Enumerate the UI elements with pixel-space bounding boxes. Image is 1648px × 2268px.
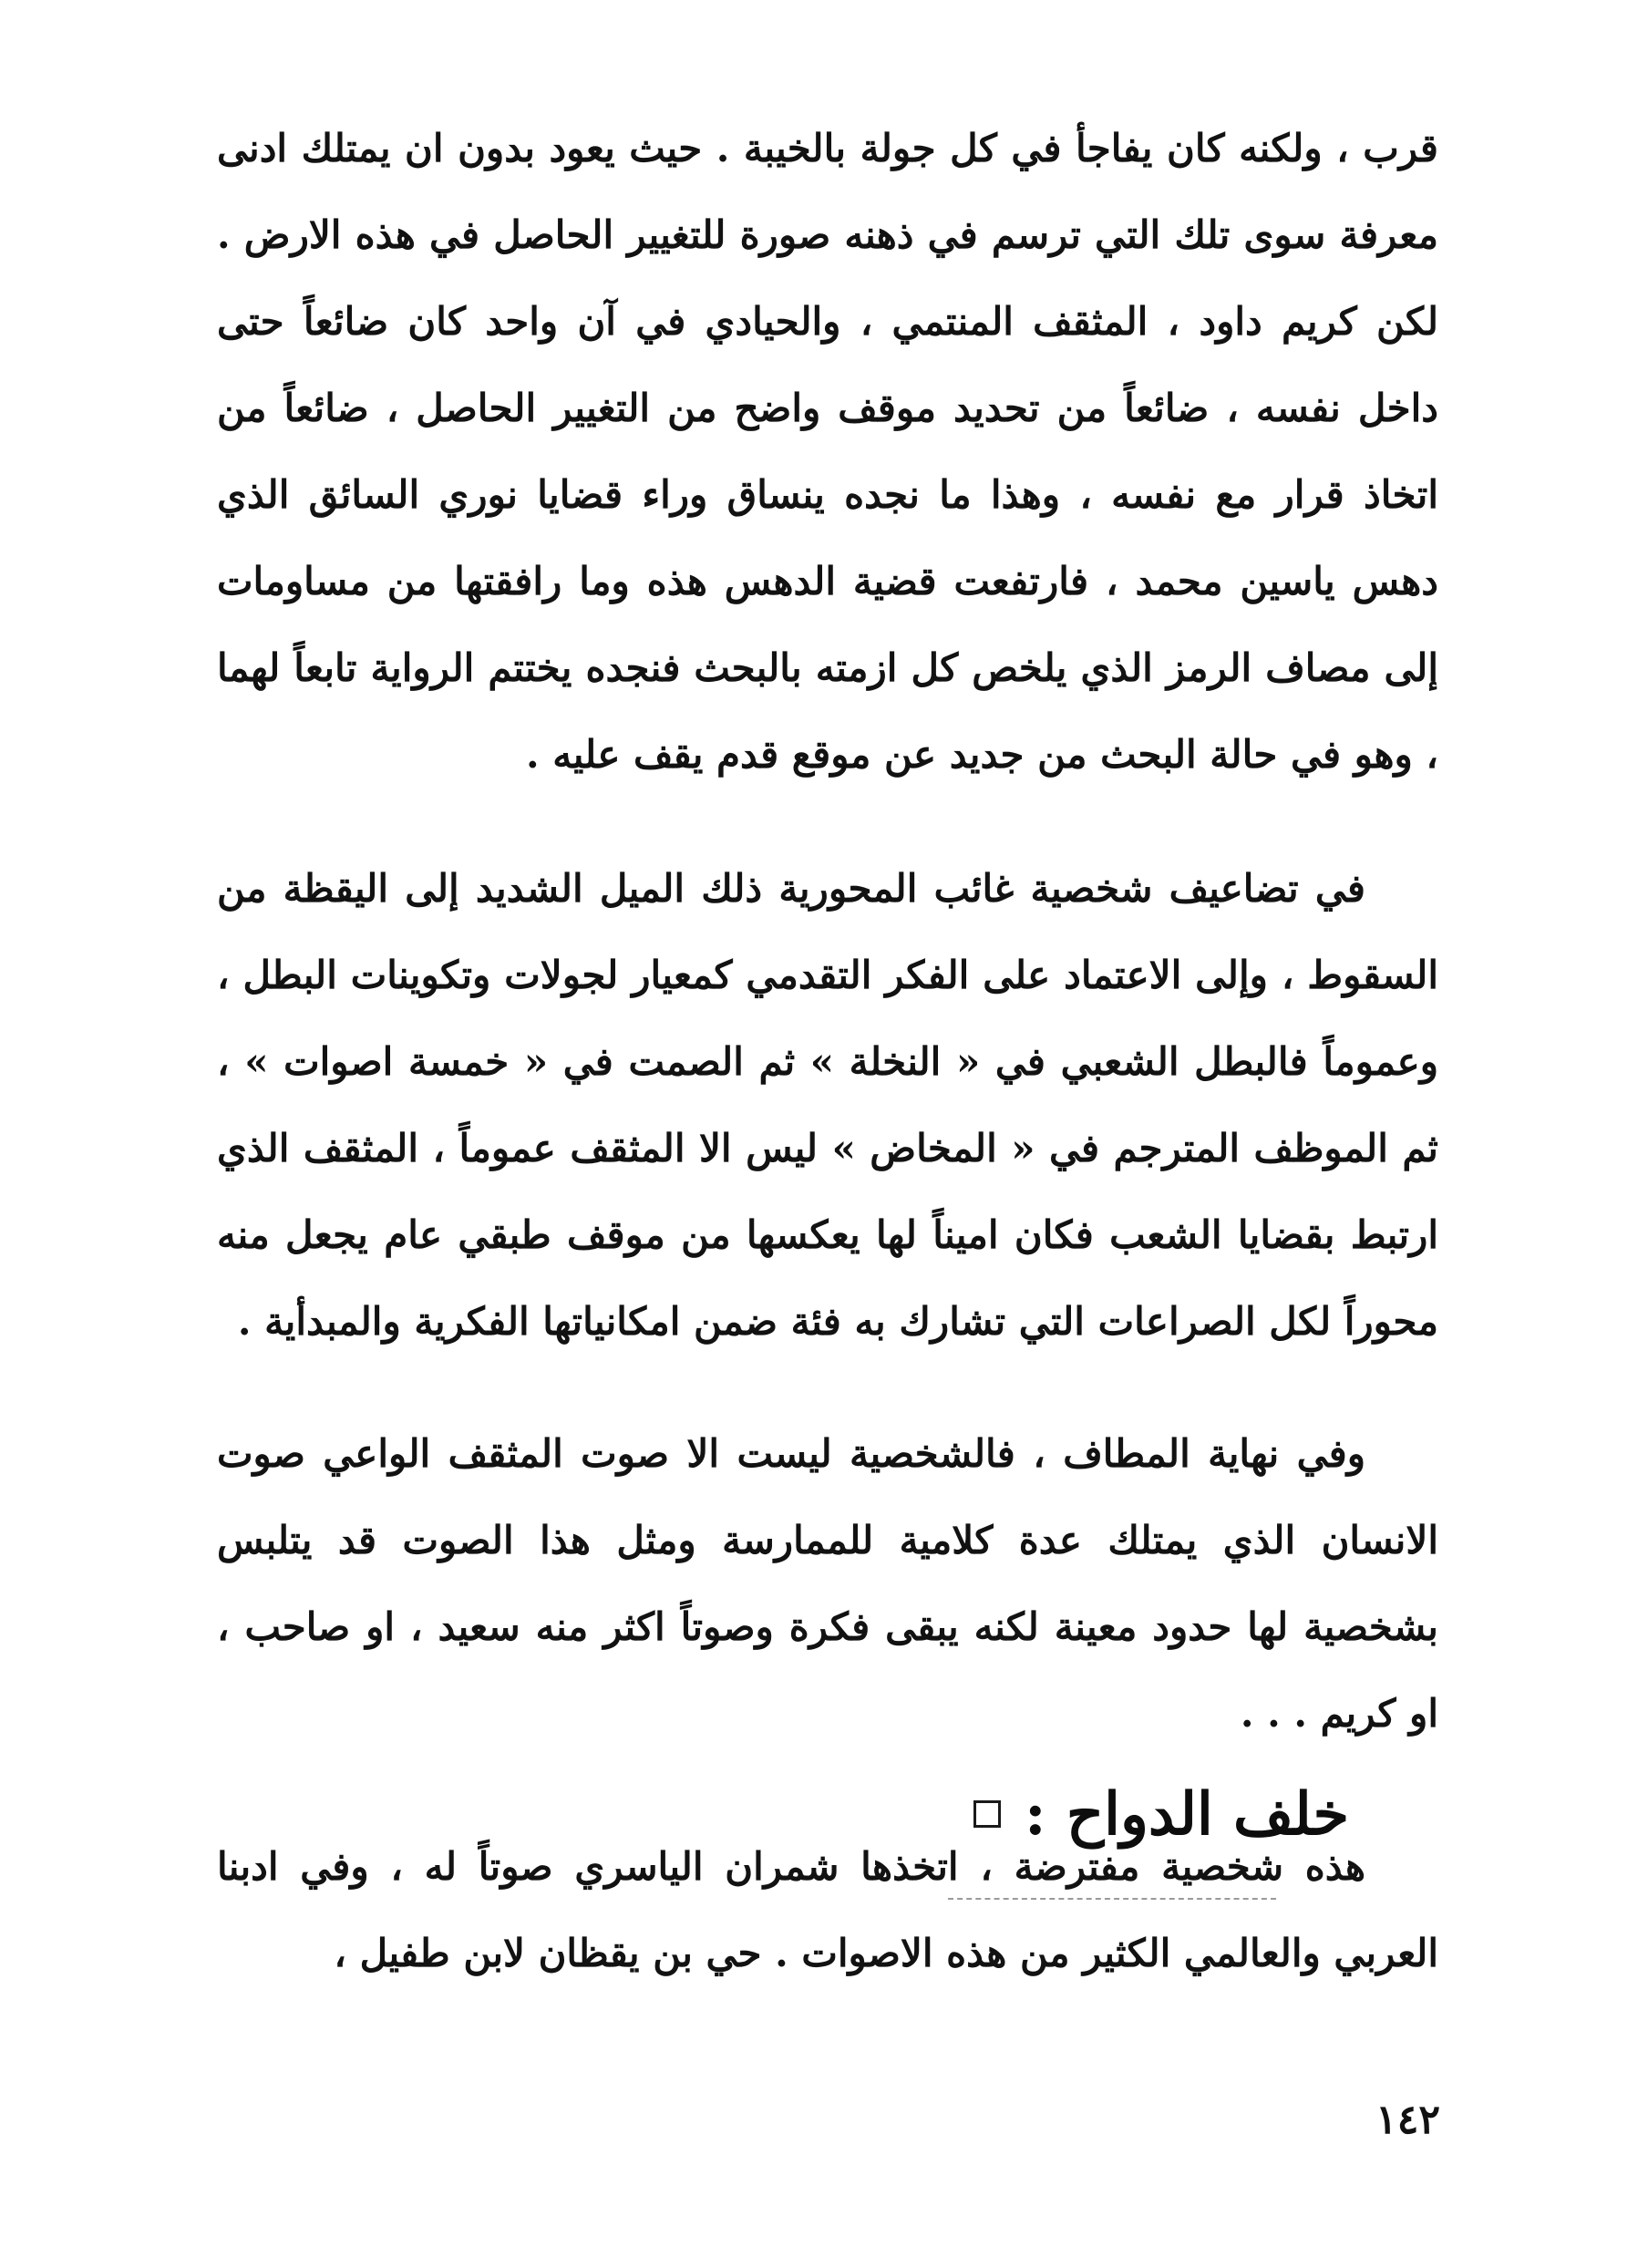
paragraph-3-text: وفي نهاية المطاف ، فالشخصية ليست الا صوت المثقف الواعي صوت الانسان الذي يمتلك عدة كلامية للممارسة ومثل هذا الصوت قد يتلبس بشخصية لها حدود معينة لكنه يبقى فكرة وصوتاً اكثر منه سعيد ، او صاحب ، او كريم . . . — [217, 1431, 1438, 1736]
paragraph-4-text: هذه شخصية مفترضة ، اتخذها شمران الياسري صوتاً له ، وفي ادبنا العربي والعالمي الكثير من هذه الاصوات . حي بن يقظان لابن طفيل ، — [217, 1844, 1438, 1975]
page-number: ١٤٢ — [1375, 2097, 1440, 2143]
paragraph-1-text: قرب ، ولكنه كان يفاجأ في كل جولة بالخيبة . حيث يعود بدون ان يمتلك ادنى معرفة سوى تلك التي ترسم في ذهنه صورة للتغيير الحاصل في هذه الارض . لكن كريم داود ، المثقف المنتمي ، والحيادي في آن واحد كان ضائعاً حتى داخل نفسه ، ضائعاً من تحديد موقف واضح من التغيير الحاصل ، ضائعاً من اتخاذ قرار مع نفسه ، وهذا ما نجده ينساق وراء قضايا نوري السائق الذي دهس ياسين محمد ، فارتفعت قضية الدهس هذه وما رافقتها من مساومات إلى مصاف الرمز الذي يلخص كل ازمته بالبحث فنجده يختتم الرواية تابعاً لهما ، وهو في حالة البحث من جديد عن موقع قدم يقف عليه . — [217, 126, 1438, 777]
paragraph-3 — [217, 1410, 1438, 1757]
section-heading-title: خلف الدواح : — [1024, 1779, 1349, 1849]
paragraph-2 — [217, 845, 1438, 1365]
paragraph-4 — [217, 1823, 1438, 1996]
paragraph-1 — [217, 105, 1438, 798]
paragraph-2-text: في تضاعيف شخصية غائب المحورية ذلك الميل الشديد إلى اليقظة من السقوط ، وإلى الاعتماد على الفكر التقدمي كمعيار لجولات وتكوينات البطل ، وعموماً فالبطل الشعبي في « النخلة » ثم الصمت في « خمسة اصوات » ، ثم الموظف المترجم في « المخاض » ليس الا المثقف عموماً ، المثقف الذي ارتبط بقضايا الشعب فكان اميناً لها يعكسها من موقف طبقي عام يجعل منه محوراً لكل الصراعات التي تشارك به فئة ضمن امكانياتها الفكرية والمبدأية . — [217, 866, 1438, 1344]
